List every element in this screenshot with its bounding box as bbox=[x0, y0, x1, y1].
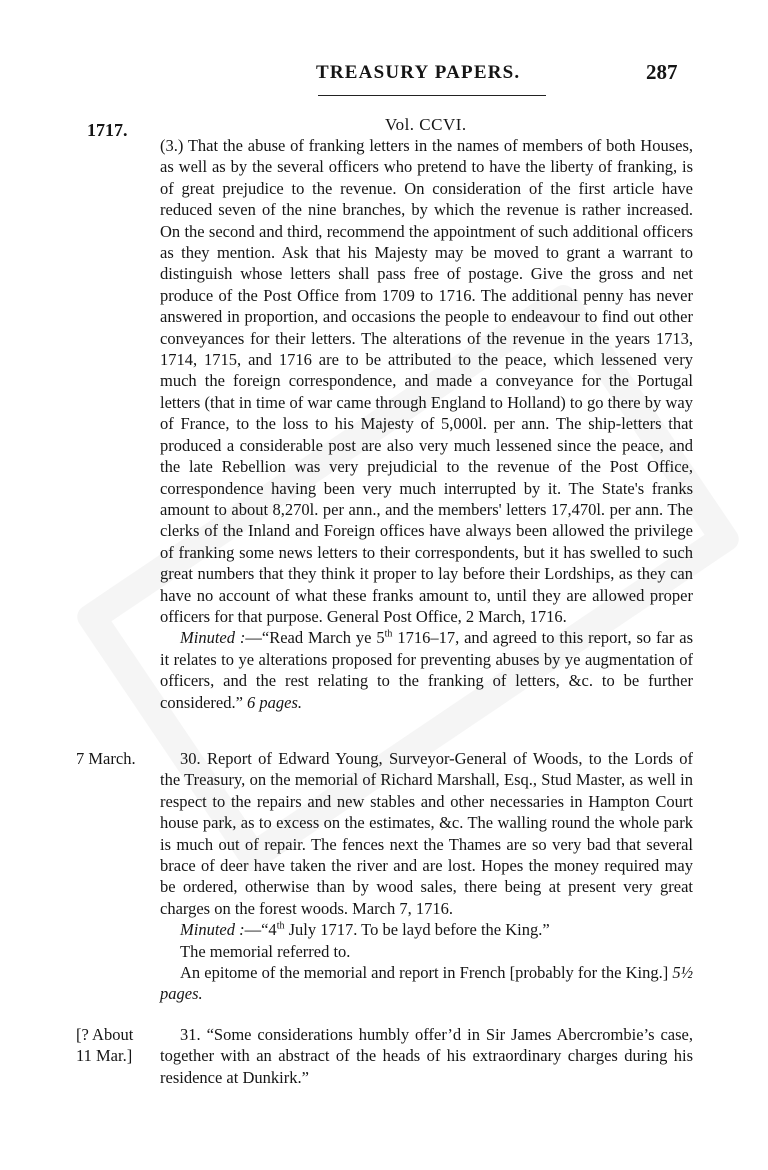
margin-date-item-31 bbox=[76, 1024, 133, 1067]
volume-heading: Vol. CCVI. bbox=[385, 115, 467, 134]
item-31-text: 31. “Some considerations humbly offer’d in Sir James Abercrombie’s case, together with an abstract of the heads of his extraordinary charges during his residence at Dunkirk.” bbox=[160, 1025, 693, 1087]
item-continued-body: On consideration of the first article have reduced seven of the nine branches, by which the revenue is rather increased. On the second and third, recommend the appointment of such additional officers as they mention. Ask that his Majesty may be moved to grant a warrant to distinguish whose letters shall pass free of postage. Give the gross and net produce of the Post Office from 1709 to 1716. The additional penny has never answered in proportion, and occasions the people to endeavour to find out other conveyances for their letters. The alterations of the revenue in the years 1713, 1714, 1715, and 1716 are to be attributed to the peace, which lessened very much the foreign correspondence, and made a conveyance for the Portugal letters (that in time of war came through England to Holland) to go there by way of France, to the loss to his Majesty of 5,000l. per ann. The ship-letters that produced a considerable post are also very much lessened since the peace, and the late Rebellion was very prejudicial to the revenue of the Post Office, correspondence having been very much interrupted by it. The State's franks amount to about 8,270l. per ann., and the members' letters 17,470l. per ann. The clerks of the Inland and Foreign offices have always been allowed the privilege of franking some news letters to their correspondents, but it has swelled to such great numbers that they think it proper to lay before their Lordships, as they can have no account of what these franks amount to, until they are allowed proper officers for that purpose. General Post Office, 2 March, 1716. bbox=[160, 178, 694, 626]
minute-label: Minuted : bbox=[180, 628, 246, 648]
minute-text-pre: —“Read March ye 5 bbox=[245, 628, 385, 648]
minute-text-pre: —“4 bbox=[244, 920, 277, 940]
item-continued-opening: (3.) That the abuse of franking letters in the names of members of both Houses, as well as by the several officers who pretend to have the liberty of franking, is of great prejudice to the revenue. bbox=[160, 136, 693, 198]
item-30-referred: The memorial referred to. bbox=[180, 941, 351, 961]
page-count: 6 pages. bbox=[247, 692, 303, 712]
minute-label: Minuted : bbox=[180, 920, 245, 940]
item-continued-minute bbox=[160, 627, 693, 713]
running-title: TREASURY PAPERS. bbox=[316, 62, 521, 83]
item-30-epitome bbox=[160, 962, 693, 1005]
item-30 bbox=[160, 748, 693, 1005]
margin-date-line-1: [? About bbox=[76, 1025, 134, 1044]
epitome-text: An epitome of the memorial and report in French [probably for the King.] bbox=[180, 963, 669, 983]
minute-superscript: th bbox=[276, 920, 285, 932]
item-continued bbox=[160, 135, 693, 713]
page-number: 287 bbox=[646, 60, 678, 84]
margin-year: 1717. bbox=[87, 120, 128, 140]
margin-date-line-2: 11 Mar.] bbox=[76, 1046, 133, 1066]
minute-superscript: th bbox=[384, 628, 393, 640]
item-continued-text bbox=[160, 135, 693, 627]
minute-text-post: 1716–17, and agreed to this report, so far as it relates to ye alterations proposed for preventing abuses by ye augmentation of officers, and the rest relating to the franking of letters, &c. to be further considered.” bbox=[160, 628, 693, 712]
item-31 bbox=[160, 1024, 693, 1088]
minute-text-post: July 1717. To be layd before the King.” bbox=[284, 920, 550, 940]
item-30-minute bbox=[160, 919, 693, 940]
item-30-text: 30. Report of Edward Young, Surveyor-General of Woods, to the Lords of the Treasury, on the memorial of Richard Marshall, Esq., Stud Master, as well in respect to the repairs and new stables and other necessaries in Hampton Court house park, as to excess on the estimates, &c. The walling round the whole park is much out of repair. The fences next the Thames are so very bad that several brace of deer have taken the river and are lost. Hopes the money required may be ordered, otherwise than by wood sales, there being at present very great charges on the forest woods. March 7, 1716. bbox=[160, 749, 693, 918]
page-count: 5½ pages. bbox=[160, 963, 694, 1004]
margin-date-item-30: 7 March. bbox=[76, 749, 136, 768]
header-rule bbox=[318, 95, 546, 96]
